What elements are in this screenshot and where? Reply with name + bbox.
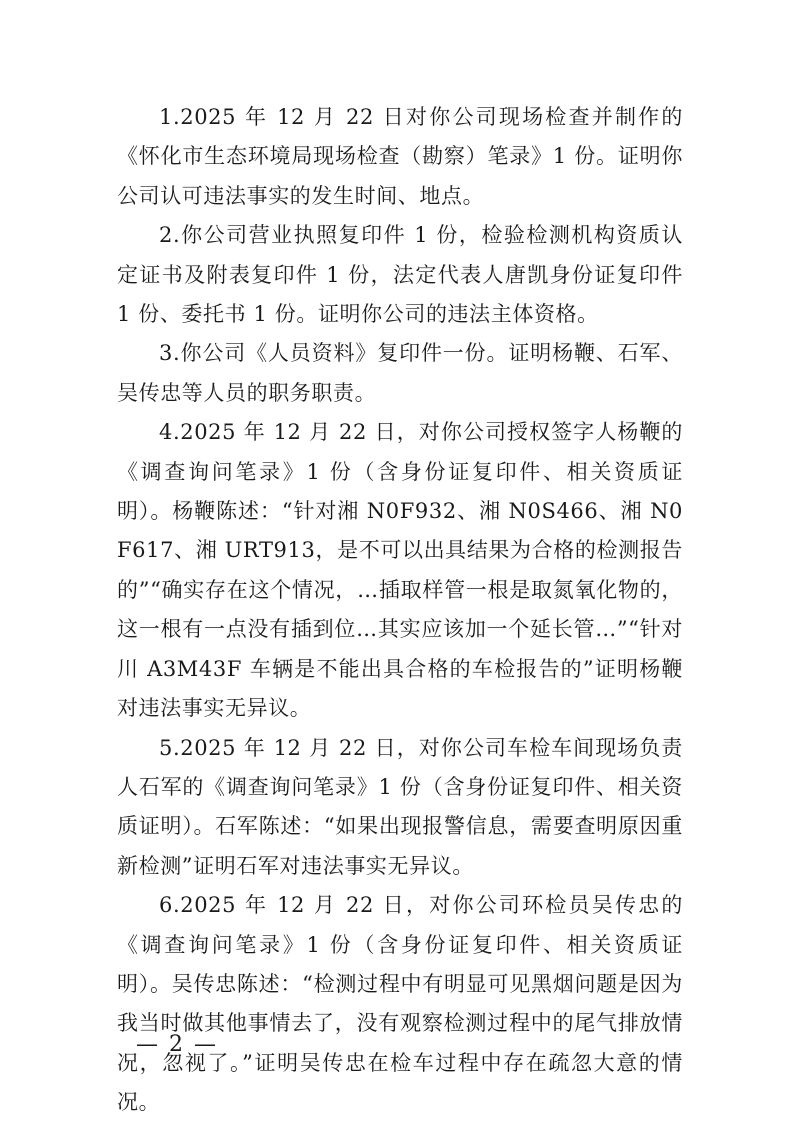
evidence-item-6: 6.2025 年 12 月 22 日，对你公司环检员吴传忠的《调查询问笔录》1 份（含身份证复印件、相关资质证明）。吴传忠陈述：“检测过程中有明显可见黑烟问题是因为我当时做其他事情去了，没有观察检测过程中的尾气排放情况，忽视了。”证明吴传忠在检车过程中存在疏忽大意的情况。: [117, 893, 683, 1115]
evidence-item-3: 3.你公司《人员资料》复印件一份。证明杨鞭、石军、吴传忠等人员的职务职责。: [117, 341, 683, 405]
page-number: — 2 —: [136, 1032, 218, 1057]
document-body: [117, 98, 683, 1123]
evidence-item-4: 4.2025 年 12 月 22 日，对你公司授权签字人杨鞭的《调查询问笔录》1 份（含身份证复印件、相关资质证明）。杨鞭陈述：“针对湘 N0F932、湘 N0S466、湘 N0F617、湘 URT913，是不可以出具结果为合格的检测报告的”“确实存在这个情况，…插取样管一根是取氮氧化物的，这一根有一点没有插到位…其实应该加一个延长管…”“针对川 A3M43F 车辆是不能出具合格的车检报告的”证明杨鞭对违法事实无异议。: [117, 420, 683, 721]
evidence-item-2: 2.你公司营业执照复印件 1 份，检验检测机构资质认定证书及附表复印件 1 份，法定代表人唐凯身份证复印件 1 份、委托书 1 份。证明你公司的违法主体资格。: [117, 223, 683, 327]
evidence-item-5: 5.2025 年 12 月 22 日，对你公司车检车间现场负责人石军的《调查询问笔录》1 份（含身份证复印件、相关资质证明）。石军陈述：“如果出现报警信息，需要查明原因重新检测”证明石军对违法事实无异议。: [117, 735, 683, 878]
evidence-item-1: 1.2025 年 12 月 22 日对你公司现场检查并制作的《怀化市生态环境局现场检查（勘察）笔录》1 份。证明你公司认可违法事实的发生时间、地点。: [117, 105, 683, 208]
